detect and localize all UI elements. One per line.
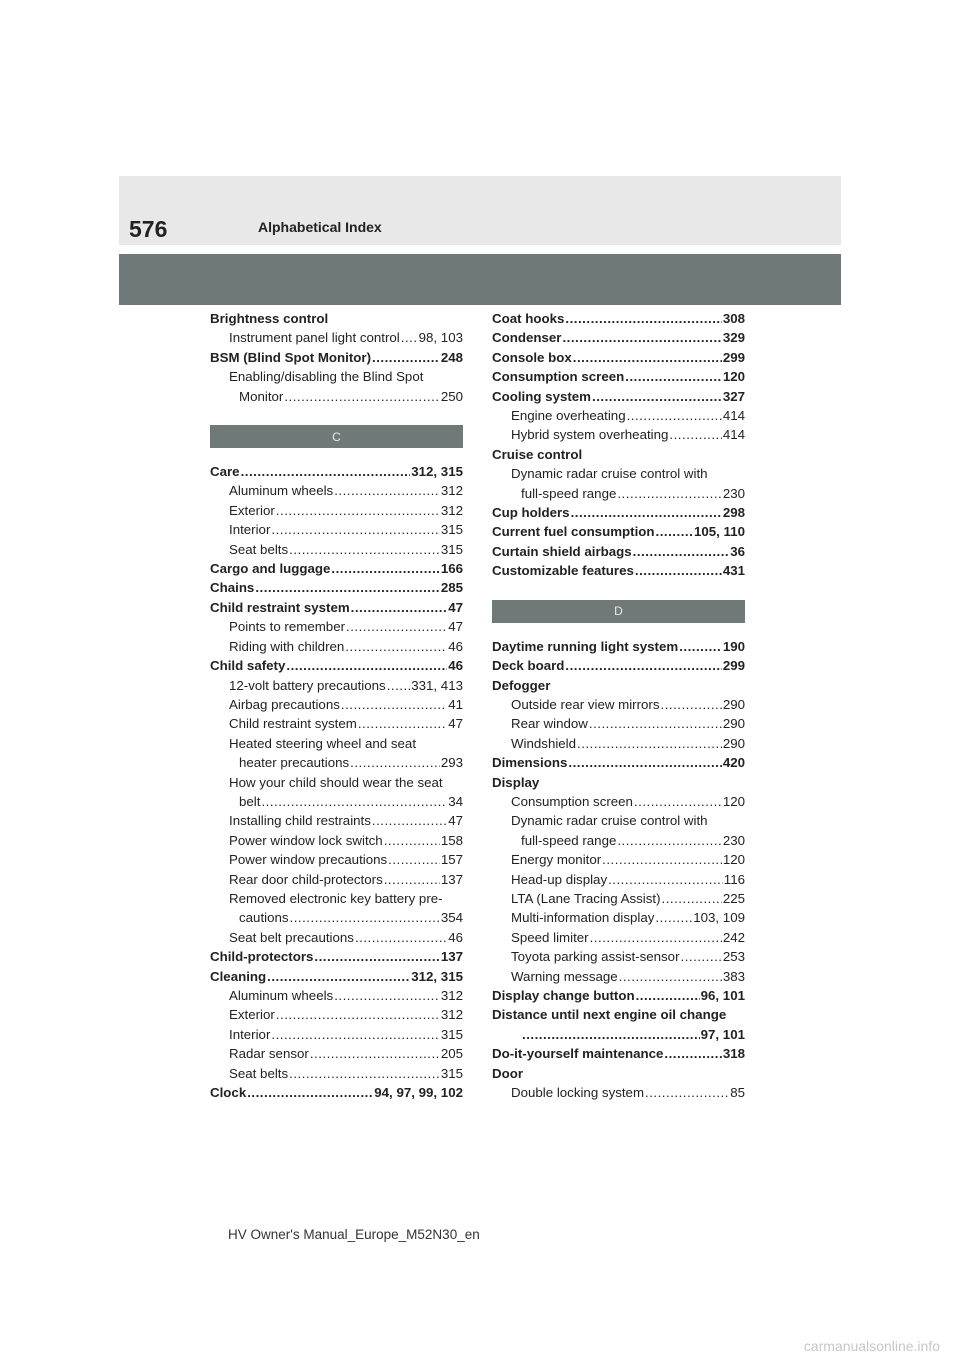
- dot-leader: [372, 811, 447, 830]
- entry-text: Consumption screen: [492, 369, 625, 385]
- page-reference: 230: [722, 832, 745, 848]
- index-subentry: [210, 387, 463, 406]
- page-reference: 312: [440, 502, 463, 518]
- index-entry: [210, 967, 463, 986]
- page-reference: 230: [722, 485, 745, 501]
- page-reference: 158: [440, 832, 463, 848]
- page-reference: 46: [448, 658, 463, 674]
- page-reference: 354: [440, 910, 463, 926]
- dot-leader: [577, 734, 722, 753]
- dot-leader: [645, 1083, 729, 1102]
- dot-leader: [334, 481, 440, 500]
- index-subentry: [210, 1005, 463, 1024]
- page-reference: 46: [448, 638, 463, 654]
- index-subentry: [210, 520, 463, 539]
- entry-text: Display: [492, 774, 540, 790]
- page-reference: 312: [440, 1007, 463, 1023]
- dot-leader: [625, 367, 722, 386]
- entry-text: Energy monitor: [511, 852, 602, 868]
- index-subentry: [210, 928, 463, 947]
- page-reference: 315: [440, 1026, 463, 1042]
- dot-leader: [358, 714, 447, 733]
- index-entry: [492, 387, 745, 406]
- page-reference: 47: [448, 599, 463, 615]
- dot-leader: [568, 753, 721, 772]
- entry-text: Distance until next engine oil change: [492, 1007, 727, 1023]
- dot-leader: [589, 714, 722, 733]
- index-subentry: [210, 501, 463, 520]
- page-reference: 166: [440, 561, 463, 577]
- page-reference: 312: [440, 988, 463, 1003]
- entry-text: 12-volt battery precautions: [229, 677, 386, 693]
- index-entry: [210, 559, 463, 578]
- dot-leader: [247, 1083, 373, 1102]
- index-entry: [492, 986, 745, 1005]
- index-subentry: [492, 908, 745, 927]
- page-reference: 46: [448, 929, 463, 945]
- dot-leader: [669, 425, 721, 444]
- index-subentry: [492, 1025, 745, 1044]
- index-subentry: [210, 908, 463, 927]
- dot-leader: [290, 908, 440, 927]
- page-reference: 318: [722, 1046, 745, 1062]
- dot-leader: [617, 484, 721, 503]
- dot-leader: [388, 850, 440, 869]
- header-band: [119, 176, 841, 245]
- page-reference: 47: [448, 716, 463, 732]
- entry-text: Radar sensor: [229, 1046, 309, 1062]
- index-subentry: [210, 367, 463, 386]
- index-entry: [210, 309, 463, 328]
- page-reference: 137: [440, 949, 463, 965]
- entry-text: Chains: [210, 580, 255, 596]
- page-reference: 315: [440, 1065, 463, 1081]
- section-title: Alphabetical Index: [258, 219, 382, 235]
- index-subentry: [210, 831, 463, 850]
- dot-leader: [656, 522, 693, 541]
- entry-text: Door: [492, 1065, 524, 1081]
- entry-text: Monitor: [239, 388, 284, 404]
- dot-leader: [562, 328, 721, 347]
- index-subentry: [210, 889, 463, 908]
- entry-text: Seat belts: [229, 541, 289, 557]
- entry-text: heater precautions: [239, 755, 350, 771]
- dot-leader: [346, 617, 447, 636]
- entry-text: BSM (Blind Spot Monitor): [210, 349, 372, 365]
- page-reference: 97, 101: [700, 1026, 745, 1042]
- index-subentry: [492, 406, 745, 425]
- page-reference: 293: [440, 755, 463, 771]
- entry-text: Double locking system: [511, 1085, 645, 1101]
- index-entry: [492, 1005, 745, 1024]
- entry-text: Cooling system: [492, 388, 592, 404]
- page-reference: 285: [440, 580, 463, 596]
- index-entry: [492, 1064, 745, 1083]
- entry-text: Aluminum wheels: [229, 483, 334, 499]
- index-entry: [492, 542, 745, 561]
- index-subentry: [210, 792, 463, 811]
- entry-text: Care: [210, 464, 240, 480]
- dot-leader: [634, 792, 722, 811]
- page-number: 576: [129, 216, 168, 242]
- page-reference: 96, 101: [700, 988, 745, 1003]
- page-reference: 137: [440, 871, 463, 887]
- entry-text: Rear window: [511, 716, 588, 732]
- index-subentry: [210, 714, 463, 733]
- dot-leader: [635, 561, 722, 580]
- entry-text: full-speed range: [521, 832, 617, 848]
- dot-leader: [679, 637, 722, 656]
- index-subentry: [492, 425, 745, 444]
- header-bar: [119, 254, 841, 305]
- entry-text: Enabling/disabling the Blind Spot: [229, 369, 424, 385]
- page-reference: 157: [440, 852, 463, 868]
- entry-text: Head-up display: [511, 871, 608, 887]
- dot-leader: [289, 540, 440, 559]
- index-subentry: [210, 850, 463, 869]
- dot-leader: [331, 559, 439, 578]
- page-reference: 248: [440, 349, 463, 365]
- dot-leader: [276, 1005, 440, 1024]
- page-reference: 47: [448, 619, 463, 635]
- index-entry: [210, 462, 463, 481]
- dot-leader: [276, 501, 440, 520]
- index-entry: [210, 598, 463, 617]
- page-reference: 299: [722, 658, 745, 674]
- entry-text: Child safety: [210, 658, 286, 674]
- entry-text: Heated steering wheel and seat: [229, 735, 417, 751]
- dot-leader: [573, 348, 722, 367]
- index-entry: [492, 753, 745, 772]
- dot-leader: [636, 986, 700, 1005]
- page-reference: 312, 315: [411, 968, 463, 984]
- dot-leader: [590, 928, 722, 947]
- page-reference: 47: [448, 813, 463, 829]
- page-reference: 36: [730, 543, 745, 559]
- page-reference: 105, 110: [693, 524, 745, 540]
- index-subentry: [210, 617, 463, 636]
- page-reference: 312, 315: [411, 464, 463, 480]
- entry-text: Removed electronic key battery pre-: [229, 890, 443, 906]
- entry-text: Deck board: [492, 658, 565, 674]
- dot-leader: [341, 695, 447, 714]
- index-subentry: [210, 986, 463, 1005]
- page-reference: 383: [722, 968, 745, 984]
- index-subentry: [492, 947, 745, 966]
- index-entry: [492, 309, 745, 328]
- index-entry: [210, 656, 463, 675]
- entry-text: Current fuel consumption: [492, 524, 655, 540]
- dot-leader: [627, 406, 722, 425]
- entry-text: Engine overheating: [511, 408, 626, 424]
- dot-leader: [633, 542, 730, 561]
- page-reference: 299: [722, 349, 745, 365]
- page-reference: 190: [722, 638, 745, 654]
- index-subentry: [492, 734, 745, 753]
- index-subentry: [492, 967, 745, 986]
- entry-text: Dynamic radar cruise control with: [511, 466, 708, 482]
- entry-text: belt: [239, 793, 261, 809]
- entry-text: Child restraint system: [229, 716, 357, 732]
- entry-text: Interior: [229, 1026, 271, 1042]
- index-entry: [492, 1044, 745, 1063]
- index-entry: [492, 561, 745, 580]
- dot-leader: [661, 695, 722, 714]
- index-entry: [492, 503, 745, 522]
- index-entry: [210, 947, 463, 966]
- entry-text: Consumption screen: [511, 793, 633, 809]
- page-reference: 414: [722, 427, 745, 443]
- page-reference: 298: [722, 505, 745, 521]
- entry-text: Exterior: [229, 1007, 275, 1023]
- entry-text: Instrument panel light control: [229, 330, 400, 346]
- entry-text: Hybrid system overheating: [511, 427, 669, 443]
- dot-leader: [619, 967, 722, 986]
- index-subentry: [492, 714, 745, 733]
- entry-text: Seat belt precautions: [229, 929, 354, 945]
- index-subentry: [492, 811, 745, 830]
- page-reference: 414: [722, 408, 745, 424]
- page-reference: 98, 103: [418, 330, 463, 346]
- section-spacer: [492, 581, 745, 600]
- index-subentry: [210, 1025, 463, 1044]
- page-reference: 250: [440, 388, 463, 404]
- entry-text: Multi-information display: [511, 910, 655, 926]
- dot-leader: [384, 870, 440, 889]
- page-reference: 120: [722, 369, 745, 385]
- section-spacer: [492, 623, 745, 637]
- index-subentry: [210, 676, 463, 695]
- page-reference: 290: [722, 696, 745, 712]
- page-reference: 331, 413: [411, 677, 463, 693]
- entry-text: Child-protectors: [210, 949, 314, 965]
- dot-leader: [602, 850, 722, 869]
- index-subentry: [492, 889, 745, 908]
- dot-leader: [334, 986, 440, 1005]
- index-subentry: [210, 773, 463, 792]
- page-reference: 85: [730, 1085, 745, 1101]
- entry-text: Installing child restraints: [229, 813, 371, 829]
- entry-text: Cup holders: [492, 505, 570, 521]
- entry-text: Interior: [229, 522, 271, 538]
- page-reference: 253: [722, 949, 745, 965]
- index-subentry: [492, 695, 745, 714]
- index-subentry: [210, 753, 463, 772]
- index-subentry: [210, 1044, 463, 1063]
- entry-text: Outside rear view mirrors: [511, 696, 660, 712]
- dot-leader: [271, 1025, 439, 1044]
- entry-text: Brightness control: [210, 311, 329, 326]
- index-entry: [492, 348, 745, 367]
- index-subentry: [210, 870, 463, 889]
- entry-text: Seat belts: [229, 1065, 289, 1081]
- entry-text: How your child should wear the seat: [229, 774, 443, 790]
- page-reference: 315: [440, 522, 463, 538]
- entry-text: Windshield: [511, 735, 577, 751]
- dot-leader: [345, 637, 447, 656]
- dot-leader: [387, 676, 411, 695]
- page-reference: 116: [723, 871, 745, 887]
- dot-leader: [286, 656, 447, 675]
- entry-text: Aluminum wheels: [229, 988, 334, 1003]
- index-subentry: [210, 695, 463, 714]
- entry-text: Points to remember: [229, 619, 346, 635]
- dot-leader: [351, 598, 448, 617]
- entry-text: Exterior: [229, 502, 275, 518]
- entry-text: Customizable features: [492, 563, 634, 579]
- entry-text: Warning message: [511, 968, 618, 984]
- entry-text: Speed limiter: [511, 929, 589, 945]
- page-reference: 242: [722, 929, 745, 945]
- entry-text: full-speed range: [521, 485, 617, 501]
- dot-leader: [284, 387, 439, 406]
- page-reference: 431: [722, 563, 745, 579]
- index-subentry: [492, 1083, 745, 1102]
- index-entry: [492, 328, 745, 347]
- entry-text: Daytime running light system: [492, 638, 679, 654]
- watermark: carmanualsonline.info: [803, 1338, 940, 1354]
- page-reference: 120: [722, 852, 745, 868]
- dot-leader: [350, 753, 440, 772]
- dot-leader: [662, 889, 722, 908]
- dot-leader: [608, 870, 723, 889]
- entry-text: Condenser: [492, 330, 562, 346]
- index-subentry: [492, 870, 745, 889]
- page-reference: 34: [448, 793, 463, 809]
- entry-text: Dimensions: [492, 755, 568, 771]
- entry-text: Riding with children: [229, 638, 345, 654]
- entry-text: LTA (Lane Tracing Assist): [511, 890, 661, 906]
- index-subentry: [210, 540, 463, 559]
- index-subentry: [492, 484, 745, 503]
- dot-leader: [565, 656, 721, 675]
- entry-text: cautions: [239, 910, 289, 926]
- dot-leader: [664, 1044, 721, 1063]
- index-column-right: [492, 309, 745, 1102]
- section-spacer: [210, 406, 463, 425]
- dot-leader: [571, 503, 722, 522]
- page-reference: 308: [722, 311, 745, 326]
- dot-leader: [289, 1064, 440, 1083]
- page-reference: 120: [722, 793, 745, 809]
- entry-text: Console box: [492, 349, 572, 365]
- page-reference: 315: [440, 541, 463, 557]
- entry-text: Airbag precautions: [229, 696, 340, 712]
- index-entry: [492, 522, 745, 541]
- dot-leader: [355, 928, 447, 947]
- page-reference: 312: [440, 483, 463, 499]
- dot-leader: [681, 947, 722, 966]
- dot-leader: [401, 328, 418, 347]
- dot-leader: [310, 1044, 440, 1063]
- index-subentry: [210, 1064, 463, 1083]
- entry-text: Toyota parking assist-sensor: [511, 949, 680, 965]
- entry-text: Cleaning: [210, 968, 267, 984]
- index-column-left: [210, 309, 463, 1102]
- page-reference: 420: [722, 755, 745, 771]
- index-entry: [492, 637, 745, 656]
- entry-text: Child restraint system: [210, 599, 350, 615]
- page-reference: 103, 109: [693, 910, 745, 926]
- dot-leader: [255, 578, 439, 597]
- entry-text: Rear door child-protectors: [229, 871, 383, 887]
- index-entry: [492, 676, 745, 695]
- entry-text: Power window lock switch: [229, 832, 383, 848]
- dot-leader: [522, 1025, 700, 1044]
- index-entry: [210, 578, 463, 597]
- section-spacer: [210, 448, 463, 462]
- dot-leader: [372, 348, 440, 367]
- index-subentry: [210, 328, 463, 347]
- dot-leader: [261, 792, 447, 811]
- index-entry: [210, 348, 463, 367]
- dot-leader: [384, 831, 440, 850]
- index-subentry: [492, 464, 745, 483]
- dot-leader: [271, 520, 439, 539]
- index-subentry: [492, 831, 745, 850]
- dot-leader: [655, 908, 692, 927]
- entry-text: Power window precautions: [229, 852, 388, 868]
- index-entry: [492, 656, 745, 675]
- dot-leader: [617, 831, 721, 850]
- index-subentry: [210, 481, 463, 500]
- letter-section-header: D: [492, 600, 745, 623]
- entry-text: Cruise control: [492, 446, 583, 462]
- page-reference: 205: [440, 1046, 463, 1062]
- entry-text: Do-it-yourself maintenance: [492, 1046, 664, 1062]
- entry-text: Curtain shield airbags: [492, 543, 632, 559]
- page-reference: 329: [722, 330, 745, 346]
- page-reference: 290: [722, 735, 745, 751]
- index-entry: [492, 367, 745, 386]
- index-subentry: [210, 637, 463, 656]
- dot-leader: [241, 462, 411, 481]
- page-reference: 225: [722, 890, 745, 906]
- entry-text: Dynamic radar cruise control with: [511, 813, 708, 829]
- entry-text: Defogger: [492, 677, 551, 693]
- index-entry: [210, 1083, 463, 1102]
- index-subentry: [492, 792, 745, 811]
- entry-text: Display change button: [492, 988, 635, 1003]
- index-subentry: [492, 928, 745, 947]
- dot-leader: [314, 947, 439, 966]
- index-entry: [492, 445, 745, 464]
- dot-leader: [592, 387, 722, 406]
- index-subentry: [210, 734, 463, 753]
- entry-text: Clock: [210, 1085, 247, 1101]
- page-reference: 41: [448, 696, 463, 712]
- page-reference: 327: [722, 388, 745, 404]
- letter-section-header: C: [210, 425, 463, 448]
- dot-leader: [267, 967, 410, 986]
- dot-leader: [565, 309, 721, 328]
- page-reference: 290: [722, 716, 745, 732]
- page-reference: 94, 97, 99, 102: [374, 1085, 463, 1101]
- index-subentry: [210, 811, 463, 830]
- entry-text: Cargo and luggage: [210, 561, 331, 577]
- footer-manual-id: HV Owner's Manual_Europe_M52N30_en: [228, 1227, 480, 1242]
- entry-text: Coat hooks: [492, 311, 565, 326]
- index-subentry: [492, 850, 745, 869]
- index-entry: [492, 773, 745, 792]
